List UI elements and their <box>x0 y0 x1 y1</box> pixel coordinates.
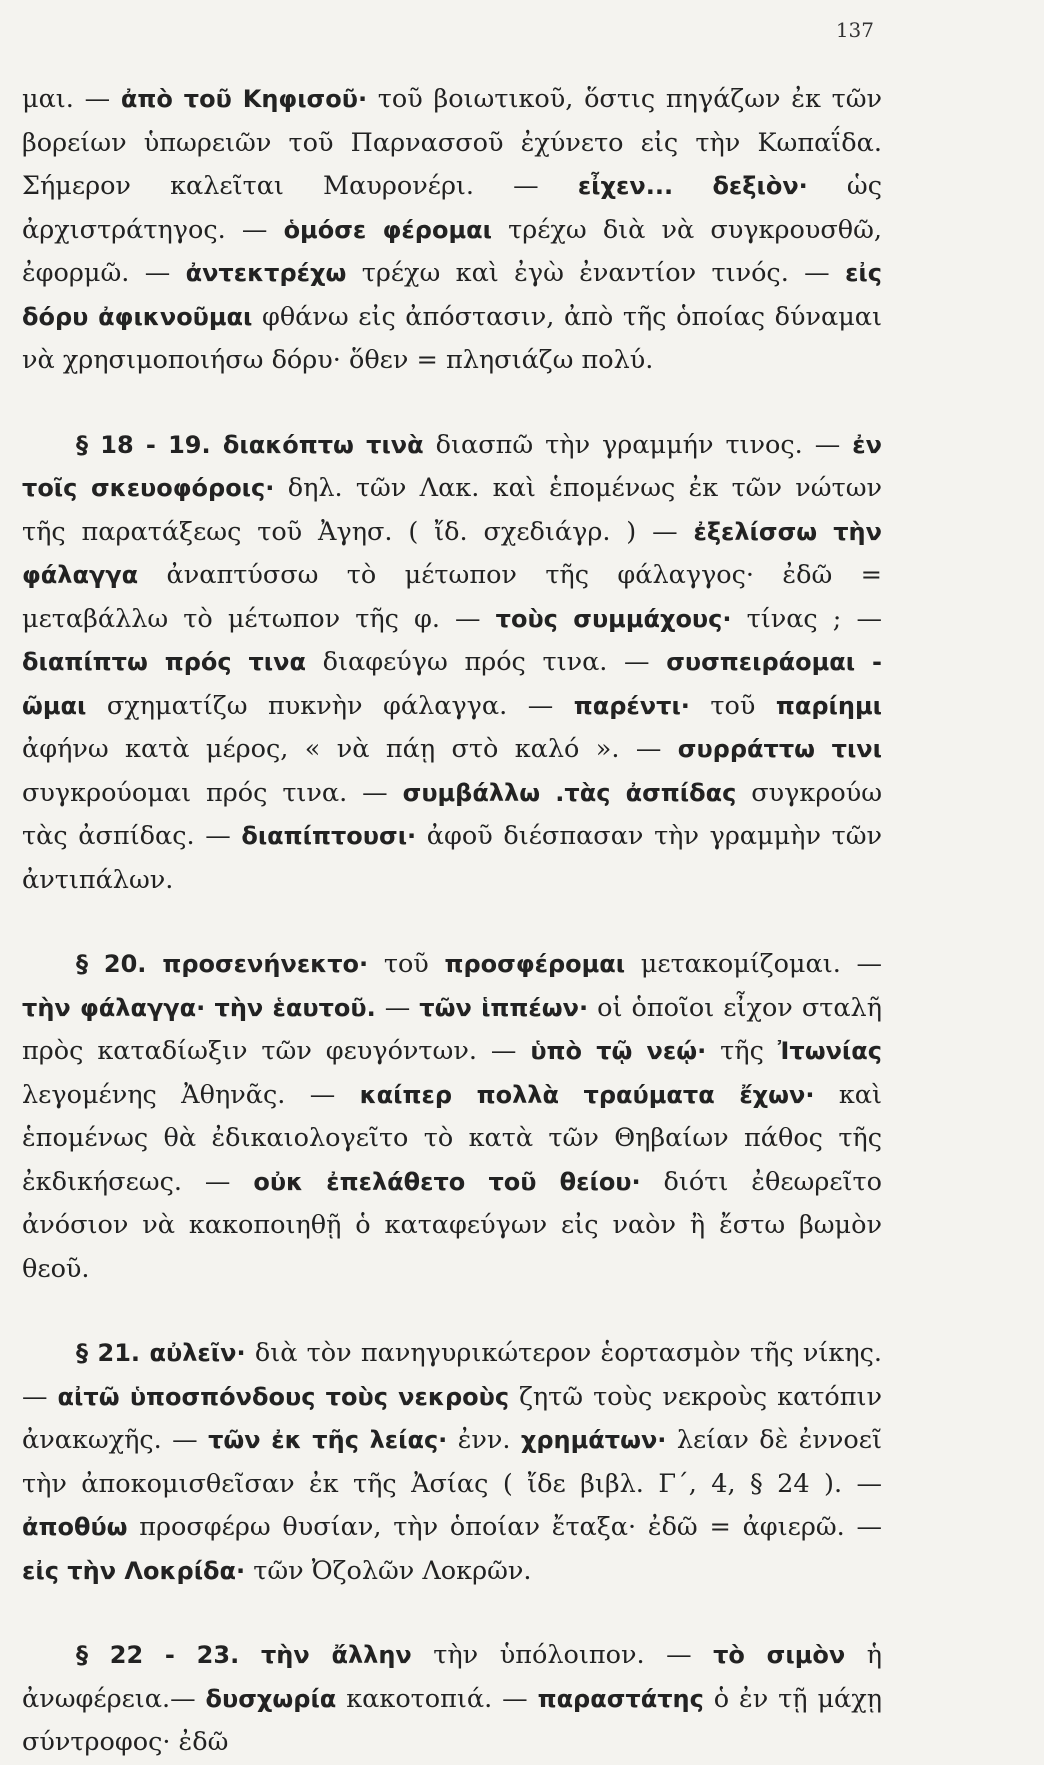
lemma-term: ὁμόσε φέρομαι <box>283 215 492 244</box>
lemma-term: συμβάλλω .τὰς ἀσπίδας <box>402 778 737 807</box>
gloss-text: ὡς ἀρχιστράτηγος. — <box>22 171 882 245</box>
gloss-text: τρέχω διὰ νὰ συγκρουσθῶ, ἐφορμῶ. — <box>22 214 882 288</box>
gloss-text: τῆς <box>706 1036 778 1066</box>
gloss-text: καὶ ἑπομένως θὰ ἐδικαιολογεῖτο τὸ κατὰ τῶν Θηβαίων πάθος τῆς ἐκδικήσεως. — <box>22 1079 883 1197</box>
paragraph-section-20 <box>22 943 882 1291</box>
gloss-text: ἀφήνω κατὰ μέρος, « νὰ πάῃ στὸ καλό ». — <box>22 734 678 764</box>
lemma-term: εἰς δόρυ ἀφικνοῦμαι <box>22 259 882 331</box>
lemma-term: συρράττω τινι <box>677 735 882 763</box>
lemma-term: παρέντι· <box>573 691 690 720</box>
lemma-term: εἰς τὴν Λοκρίδα· <box>22 1556 246 1585</box>
lemma-term: τῶν ἐκ τῆς λείας· <box>208 1426 448 1454</box>
lemma-term: εἶχεν... δεξιὸν· <box>577 172 808 200</box>
gloss-text: τοῦ βοιωτικοῦ, ὅστις πηγάζων ἐκ τῶν βορείων ὑπωρειῶν τοῦ Παρνασσοῦ ἐχύνετο εἰς τὴν Κωπαΐδα. Σήμερον καλεῖται Μαυρονέρι. — <box>22 84 882 201</box>
gloss-text: μετακομίζομαι. — <box>625 949 882 979</box>
gloss-text: διότι ἐθεωρεῖτο ἀνόσιον νὰ κακοποιηθῇ ὁ καταφεύγων εἰς ναὸν ἢ ἔστω βωμὸν θεοῦ. <box>22 1166 882 1284</box>
lemma-term: ἀποθύω <box>22 1513 128 1541</box>
gloss-text: τοῦ <box>689 690 776 721</box>
lemma-term: § 18 - 19. διακόπτω τινὰ <box>76 430 424 459</box>
paragraph-section-22-23 <box>22 1634 882 1765</box>
lemma-term: παραστάτης <box>537 1684 704 1713</box>
gloss-text: προσφέρω θυσίαν, τὴν ὁποίαν ἔταξα· ἐδῶ = ἀφιερῶ. — <box>127 1512 882 1542</box>
paragraph-section-18-19 <box>22 424 882 903</box>
page-number: 137 <box>835 18 874 42</box>
lemma-term: προσφέρομαι <box>444 950 626 978</box>
lemma-term: τοὺς συμμάχους· <box>495 604 732 633</box>
lemma-term: τὸ σιμὸν <box>713 1641 846 1669</box>
lemma-term: § 21. αὐλεῖν· <box>76 1339 246 1367</box>
lemma-term: ὑπὸ τῷ νεῴ· <box>530 1037 707 1065</box>
gloss-text: διαφεύγω πρός τινα. — <box>306 647 667 677</box>
lemma-term: Ἰτωνίας <box>777 1037 882 1065</box>
gloss-text: διὰ τὸν πανηγυρικώτερον ἑορτασμὸν τῆς νίκης.— <box>22 1338 882 1412</box>
gloss-text: ἡ ἀνωφέρεια.— <box>22 1640 883 1714</box>
lemma-term: καίπερ πολλὰ τραύματα ἔχων· <box>359 1080 815 1109</box>
gloss-text: κακοτοπιά. — <box>336 1683 538 1714</box>
lemma-term: § 22 - 23. τὴν ἄλλην <box>76 1641 412 1669</box>
gloss-text: ζητῶ τοὺς νεκροὺς κατόπιν ἀνακωχῆς. — <box>22 1381 883 1455</box>
lemma-term: συσπειράομαι - ῶμαι <box>22 648 882 720</box>
gloss-text: τίνας ; — <box>731 603 882 634</box>
gloss-text: σχηματίζω πυκνὴν φάλαγγα. — <box>86 690 574 721</box>
gloss-text: — <box>375 992 420 1023</box>
lemma-term: διαπίπτουσι· <box>241 822 417 850</box>
gloss-text: ἀφοῦ διέσπασαν τὴν γραμμὴν τῶν ἀντιπάλων. <box>22 821 882 895</box>
gloss-text: μαι. — <box>22 84 121 114</box>
gloss-text: ἀναπτύσσω τὸ μέτωπον τῆς φάλαγγος· ἐδῶ = μεταβάλλω τὸ μέτωπον τῆς φ. — <box>22 560 882 634</box>
lemma-term: ἐξελίσσω τὴν φάλαγγα <box>22 517 882 589</box>
lemma-term: χρημάτων· <box>520 1426 667 1454</box>
lemma-term: οὐκ ἐπελάθετο τοῦ θείου· <box>253 1167 641 1196</box>
lemma-term: παρίημι <box>775 691 882 720</box>
lemma-term: τῶν ἱππέων· <box>419 993 589 1022</box>
gloss-text: ὁ ἐν τῇ μάχῃ σύντροφος· ἐδῶ <box>22 1683 883 1757</box>
gloss-text: οἱ ὁποῖοι εἶχον σταλῆ πρὸς καταδίωξιν τῶν φευγόντων. — <box>22 992 882 1066</box>
gloss-text: φθάνω εἰς ἀπόστασιν, ἀπὸ τῆς ὁποίας δύναμαι νὰ χρησιμοποιήσω δόρυ· ὅθεν = πλησιάζω πολύ. <box>22 301 882 375</box>
gloss-text: λείαν δὲ ἐννοεῖ τὴν ἀποκομισθεῖσαν ἐκ τῆς Ἀσίας ( ἴδε βιβλ. Γ΄, 4, § 24 ). — <box>22 1425 882 1499</box>
gloss-text: τρέχω καὶ ἐγὼ ἐναντίον τινός. — <box>346 258 846 288</box>
gloss-text: ἐνν. <box>447 1425 521 1455</box>
gloss-text: δηλ. τῶν Λακ. καὶ ἑπομένως ἐκ τῶν νώτων τῆς παρατάξεως τοῦ Ἀγησ. ( ἴδ. σχεδιάγρ. ) — <box>22 473 882 547</box>
lemma-term: δυσχωρία <box>205 1684 337 1713</box>
paragraph-section-21 <box>22 1332 882 1593</box>
gloss-text: λεγομένης Ἀθηνᾶς. — <box>22 1079 360 1110</box>
lemma-term: αἰτῶ ὑποσπόνδους τοὺς νεκροὺς <box>57 1382 510 1411</box>
lemma-term: § 20. προσενήνεκτο· <box>76 950 369 978</box>
lemma-term: τὴν φάλαγγα· τὴν ἑαυτοῦ. <box>22 993 376 1022</box>
gloss-text: τὴν ὑπόλοιπον. — <box>411 1640 714 1670</box>
gloss-text: διασπῶ τὴν γραμμήν τινος. — <box>423 429 853 460</box>
gloss-text: τοῦ <box>368 949 445 979</box>
gloss-text: συγκρούομαι πρός τινα. — <box>22 777 403 808</box>
lemma-term: ἀπὸ τοῦ Κηφισοῦ· <box>120 85 368 113</box>
lemma-term: διαπίπτω πρός τινα <box>22 648 306 676</box>
gloss-text: τῶν Ὀζολῶν Λοκρῶν. <box>245 1555 532 1586</box>
lemma-term: ἀντεκτρέχω <box>185 259 347 287</box>
lemma-term: ἐν τοῖς σκευοφόροις· <box>22 430 883 502</box>
paragraph-1 <box>22 78 882 383</box>
gloss-text: συγκρούω τὰς ἀσπίδας. — <box>22 777 882 851</box>
commentary-text <box>22 78 882 1765</box>
